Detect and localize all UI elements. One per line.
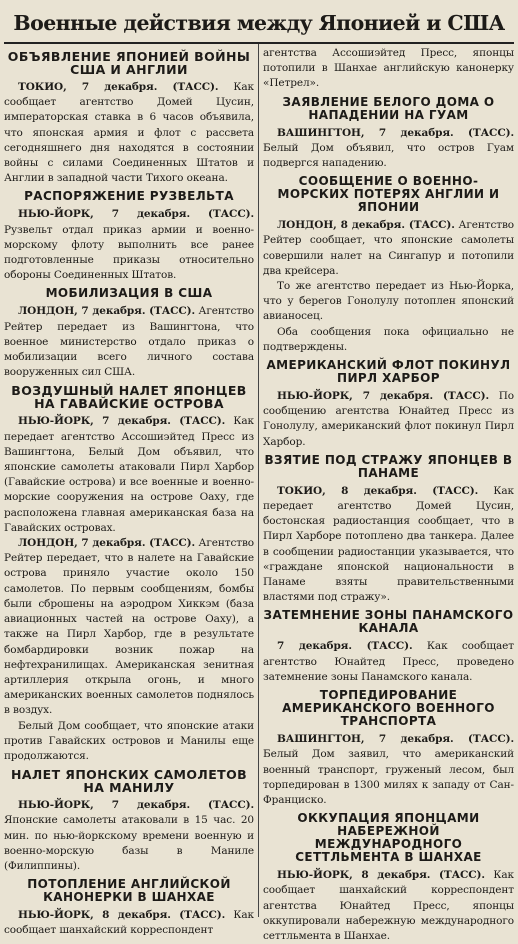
article-headline: ЗАТЕМНЕНИЕ ЗОНЫ ПАНАМСКОГО КАНАЛА xyxy=(263,608,514,636)
article-body: Как сообщает шанхайский корреспондент xyxy=(4,909,254,937)
dateline: ЛОНДОН, 7 декабря. (ТАСС). xyxy=(18,305,196,318)
article-text xyxy=(4,414,254,536)
article-headline: МОБИЛИЗАЦИЯ В США xyxy=(45,286,213,301)
article-text: Оба сообщения пока официально не подтверждены. xyxy=(263,325,514,353)
article-text xyxy=(263,389,514,450)
article-text xyxy=(263,639,514,685)
article-text xyxy=(263,218,514,279)
article-body: Рузвельт отдал приказ армии и военно-морскому флоту выполнить все ранее подготовленные приказы относительно обороны Соединенных Штатов. xyxy=(4,223,254,282)
article-text xyxy=(263,484,514,606)
right-column xyxy=(263,46,514,942)
article-text xyxy=(4,80,254,186)
dateline: НЬЮ-ЙОРК, 7 декабря. (ТАСС). xyxy=(18,208,254,221)
article-headline: ПОТОПЛЕНИЕ АНГЛИЙСКОЙ КАНОНЕРКИ В ШАНХАЕ xyxy=(27,877,231,905)
article-headline: СООБЩЕНИЕ О ВОЕННО-МОРСКИХ ПОТЕРЯХ АНГЛИИ И ЯПОНИИ xyxy=(277,174,500,215)
page-title: Военные действия между Японией и США xyxy=(4,4,514,44)
dateline: НЬЮ-ЙОРК, 7 декабря. (ТАСС). xyxy=(277,390,489,403)
article-headline: НАЛЕТ ЯПОНСКИХ САМОЛЕТОВ НА МАНИЛУ xyxy=(10,767,248,796)
column-divider xyxy=(258,44,259,917)
article-body: Белый Дом объявил, что остров Гуам подвергся нападению. xyxy=(263,141,514,170)
dateline: НЬЮ-ЙОРК, 8 декабря. (ТАСС). xyxy=(277,869,485,882)
article-body: Агентство Рейтер сообщает, что японские самолеты совершили налет на Сингапур и потопили два крейсера. xyxy=(263,219,514,277)
article-text xyxy=(263,732,514,808)
article-body: По сообщению агентства Юнайтед Пресс из Гонолулу, американский флот покинул Пирл Харбор. xyxy=(263,390,514,448)
article-text: Белый Дом сообщает, что японские атаки против Гавайских островов и Манилы еще продолжаются. xyxy=(4,719,254,762)
article-body: Как сообщает шанхайский корреспондент агентства Юнайтед Пресс, японцы оккупировали набережную международного сеттльмента в Шанхае. xyxy=(263,869,514,942)
article-text xyxy=(4,798,254,874)
article-text xyxy=(263,868,514,944)
article-text xyxy=(263,126,514,172)
dateline: ТОКИО, 8 декабря. (ТАСС). xyxy=(277,484,479,497)
article-headline: ТОРПЕДИРОВАНИЕ АМЕРИКАНСКОГО ВОЕННОГО ТРАНСПОРТА xyxy=(282,688,495,729)
article-body: Как передает агентство Ассошиэйтед Пресс из Вашингтона, Белый Дом объявил, что японские самолеты атаковали Пирл Харбор (Гавайские острова) и все военные и военно-морские сооружения на острове Оаху, где расположена главная американская база на Гавайских островах. xyxy=(4,415,254,534)
dateline: ВАШИНГТОН, 7 декабря. (ТАСС). xyxy=(277,126,514,139)
left-column xyxy=(4,46,254,937)
article-body: Как сообщает агентство Домей Цусин, императорская ставка в 6 часов объявила, что японская армия и флот с рассвета сегодняшнего дня находятся в состоянии войны с силами Соединенных Штатов и Англии в западной части Тихого океана. xyxy=(4,81,254,185)
article-headline: ВЗЯТИЕ ПОД СТРАЖУ ЯПОНЦЕВ В ПАНАМЕ xyxy=(264,452,513,480)
article-text: То же агентство передает из Нью-Йорка, что у берегов Гонолулу потоплен японский авианосец. xyxy=(263,280,514,323)
dateline: ЛОНДОН, 7 декабря. (ТАСС). xyxy=(18,537,196,550)
dateline: ЛОНДОН, 8 декабря. (ТАСС). xyxy=(277,219,455,232)
dateline: ВАШИНГТОН, 7 декабря. (ТАСС). xyxy=(277,733,514,746)
article-body: Агентство Рейтер передает из Вашингтона, что военное министерство отдало приказ о мобилизации всего личного состава вооруженных сил США. xyxy=(4,305,254,379)
dateline: НЬЮ-ЙОРК, 7 декабря. (ТАСС). xyxy=(18,415,226,428)
article-headline: АМЕРИКАНСКИЙ ФЛОТ ПОКИНУЛ ПИРЛ ХАРБОР xyxy=(266,358,511,386)
dateline: НЬЮ-ЙОРК, 8 декабря. (ТАСС). xyxy=(18,909,226,922)
article-body: Агентство Рейтер передает, что в налете на Гавайские острова приняло участие около 150 самолетов. По первым сообщениям, бомбы были сброшены на аэродром Хиккэм (база авиационных частей на острове Оаху), а также на Пирл Харбор, где в результате бомбардировки возник пожар на нефтехранилищах. Американская зенитная артиллерия открыла огонь, и много американских военных самолетов поднялось в воздух. xyxy=(4,537,254,717)
article-text xyxy=(4,304,254,380)
article-headline: ОБЪЯВЛЕНИЕ ЯПОНИЕЙ ВОЙНЫ США И АНГЛИИ xyxy=(7,49,251,77)
dateline: ТОКИО, 7 декабря. (ТАСС). xyxy=(18,81,219,93)
article-body: Белый Дом заявил, что американский военный транспорт, груженый лесом, был торпедирован в 1300 милях к западу от Сан-Франциско. xyxy=(263,748,514,806)
article-body: Как передает агентство Домей Цусин, бостонская радиостанция сообщает, что в Пирл Харборе потоплено два танкера. Далее в сообщении радиостанции указывается, что «граждане японской национальности в Панаме взяты правительственными властями под стражу». xyxy=(263,484,514,604)
article-text xyxy=(4,207,254,283)
article-headline: РАСПОРЯЖЕНИЕ РУЗВЕЛЬТА xyxy=(24,189,234,204)
article-body: Как сообщает агентство Юнайтед Пресс, проведено затемнение зоны Панамского канала. xyxy=(263,640,514,683)
article-text xyxy=(4,536,254,718)
article-body: Японские самолеты атаковали в 15 час. 20 мин. по нью-йоркскому времени военную и военно-морскую базы в Маниле (Филиппины). xyxy=(4,814,254,872)
article-text xyxy=(4,908,254,938)
article-text-continued: агентства Ассошиэйтед Пресс, японцы потопили в Шанхае английскую канонерку «Петрел». xyxy=(263,47,514,90)
article-headline: ОККУПАЦИЯ ЯПОНЦАМИ НАБЕРЕЖНОЙ МЕЖДУНАРОДНОГО СЕТТЛЬМЕНТА В ШАНХАЕ xyxy=(295,811,482,865)
dateline: 7 декабря. (ТАСС). xyxy=(277,640,413,653)
article-headline: ЗАЯВЛЕНИЕ БЕЛОГО ДОМА О НАПАДЕНИИ НА ГУАМ xyxy=(282,94,495,122)
article-headline: ВОЗДУШНЫЙ НАЛЕТ ЯПОНЦЕВ НА ГАВАЙСКИЕ ОСТРОВА xyxy=(11,383,247,412)
dateline: НЬЮ-ЙОРК, 7 декабря. (ТАСС). xyxy=(18,799,254,812)
